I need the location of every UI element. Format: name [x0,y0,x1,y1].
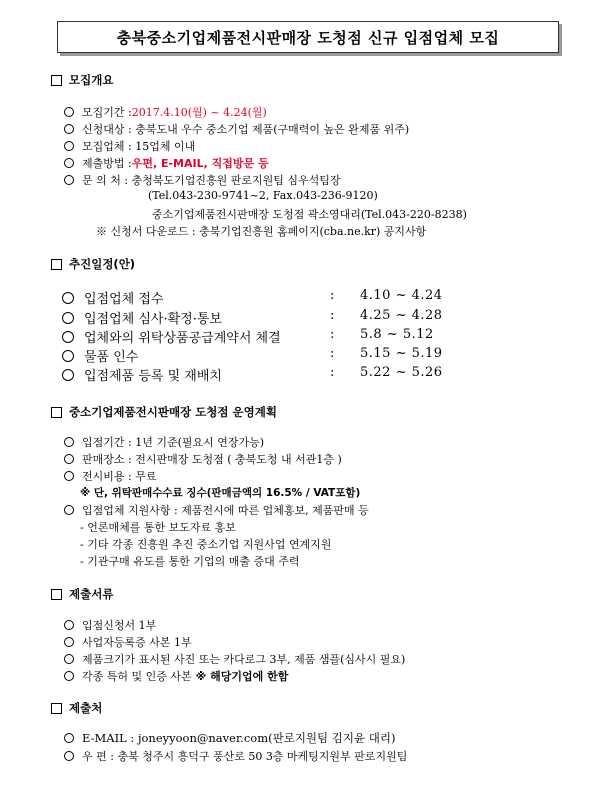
circle-bullet-icon [62,350,74,362]
circle-bullet-icon [64,158,74,168]
circle-bullet-icon [64,654,74,664]
contact-store: 중소기업제품전시판매장 도청점 곽소영대리(Tel.043-220-8238) [152,208,467,221]
circle-bullet-icon [64,124,74,134]
section-heading-documents: 제출서류 [51,586,113,602]
document-item: 사업자등록증 사본 1부 [64,634,192,650]
page-title: 충북중소기업제품전시판매장 도청점 신규 입점업체 모집 [57,21,559,53]
square-bullet-icon [51,75,62,86]
circle-bullet-icon [64,733,74,743]
circle-bullet-icon [64,751,74,761]
circle-bullet-icon [62,292,74,304]
display-cost: 전시비용 : 무료 [64,468,156,484]
square-bullet-icon [51,589,62,600]
submit-email: E-MAIL : joneyyoon@naver.com(판로지원팀 김지윤 대리) [64,730,395,746]
circle-bullet-icon [64,141,74,151]
schedule-row: 물품 인수 : 5.15 ~ 5.19 [0,346,615,364]
document-item: 제품크기가 표시된 사진 또는 카다로그 3부, 제품 샘플(심사시 필요) [64,651,405,667]
square-bullet-icon [51,259,62,270]
support-items: 입점업체 지원사항 : 제품전시에 따른 업체홍보, 제품판매 등 [64,502,369,518]
section-heading-overview: 모집개요 [51,72,113,88]
circle-bullet-icon [64,107,74,117]
sale-location: 판매장소 : 전시판매장 도청점 ( 충북도청 내 서관1층 ) [64,451,342,467]
schedule-row: 입점업체 접수 : 4.10 ~ 4.24 [0,288,615,306]
section-heading-operation-plan: 중소기업제품전시판매장 도청점 운영계획 [51,404,277,420]
recruit-target: 신청대상 : 충북도내 우수 중소기업 제품(구매력이 높은 완제품 위주) [64,121,409,137]
section-heading-schedule: 추진일정(안) [51,256,135,272]
circle-bullet-icon [64,505,74,515]
support-item: - 기관구매 유도를 통한 기업의 매출 증대 주력 [80,555,300,568]
support-item: - 언론매체를 통한 보도자료 홍보 [80,521,236,534]
square-bullet-icon [51,407,62,418]
submit-post: 우 편 : 충북 청주시 흥덕구 풍산로 50 3층 마케팅지원부 판로지원팀 [64,748,407,764]
circle-bullet-icon [64,637,74,647]
entry-period: 입점기간 : 1년 기준(필요시 연장가능) [64,434,264,450]
circle-bullet-icon [64,437,74,447]
download-note: ※ 신청서 다운로드 : 충북기업진흥원 홈페이지(cba.ne.kr) 공지사항 [96,225,427,238]
submit-method: 제출방법 : 우편, E-MAIL, 직접방문 등 [64,155,269,171]
circle-bullet-icon [62,369,74,381]
section-heading-submit-to: 제출처 [51,700,102,716]
circle-bullet-icon [62,312,74,324]
contact-info: 문 의 처 : 충청북도기업진흥원 판로지원팀 심우석팀장 [64,172,340,188]
schedule-row: 입점제품 등록 및 재배치 : 5.22 ~ 5.26 [0,365,615,383]
document-item: 입점신청서 1부 [64,617,156,633]
circle-bullet-icon [62,331,74,343]
square-bullet-icon [51,703,62,714]
schedule-row: 입점업체 심사·확정·통보 : 4.25 ~ 4.28 [0,308,615,326]
contact-phone: (Tel.043-230-9741~2, Fax.043-236-9120) [148,189,378,202]
recruit-period: 모집기간 : 2017.4.10(월) ~ 4.24(월) [64,104,267,120]
circle-bullet-icon [64,471,74,481]
circle-bullet-icon [64,454,74,464]
recruit-count: 모집업체 : 15업체 이내 [64,138,195,154]
fee-note: ※ 단, 위탁판매수수료 징수(판매금액의 16.5% / VAT포함) [80,487,361,499]
support-item: - 기타 각종 진흥원 추진 중소기업 지원사업 연계지원 [80,538,332,551]
schedule-row: 업체와의 위탁상품공급계약서 체결 : 5.8 ~ 5.12 [0,327,615,345]
circle-bullet-icon [64,671,74,681]
document-item: 각종 특허 및 인증 사본 ※ 해당기업에 한함 [64,668,288,684]
circle-bullet-icon [64,175,74,185]
circle-bullet-icon [64,620,74,630]
